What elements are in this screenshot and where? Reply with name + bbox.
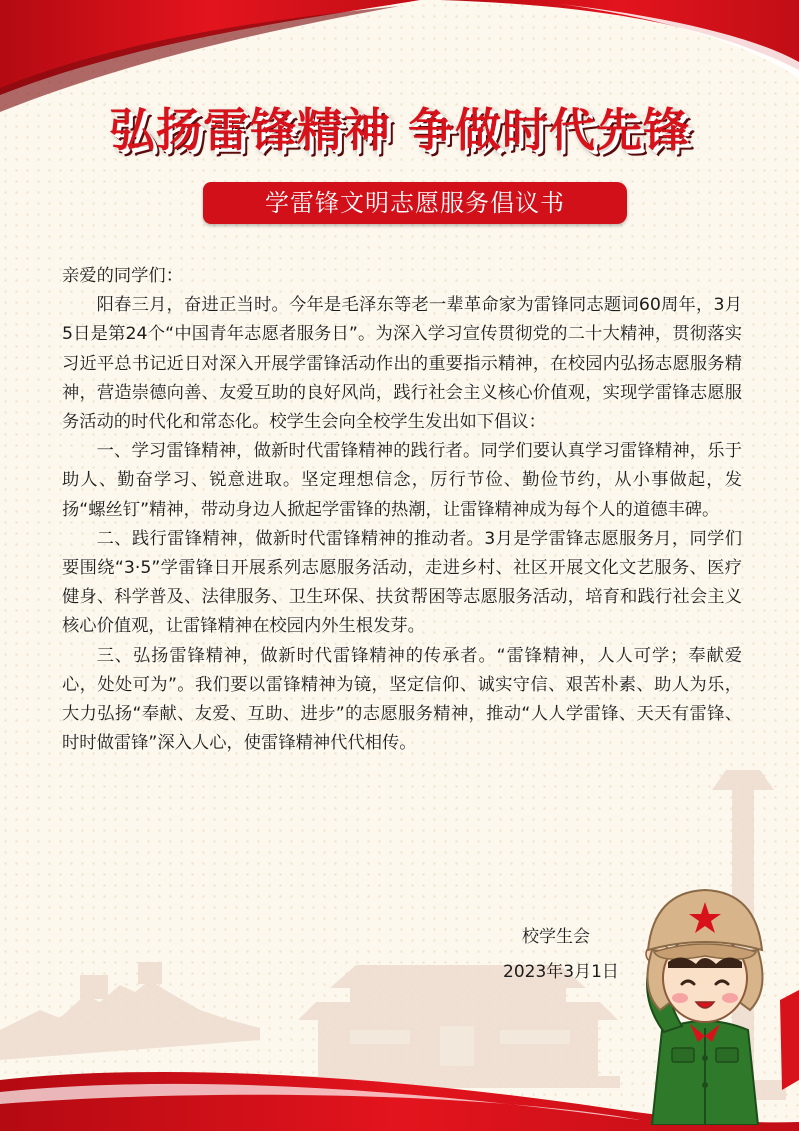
letter-body	[62, 262, 742, 758]
letter-paragraph: 二、践行雷锋精神，做新时代雷锋精神的推动者。3月是学雷锋志愿服务月，同学们要围绕“3·5”学雷锋日开展系列志愿服务活动，走进乡村、社区开展文化文艺服务、医疗健身、科学普及、法律服务、卫生环保、扶贫帮困等志愿服务活动，培育和践行社会主义核心价值观，让雷锋精神在校园内外生根发芽。	[62, 528, 742, 637]
letter-greeting: 亲爱的同学们：	[62, 266, 183, 286]
signature-date: 2023年3月1日	[503, 962, 619, 982]
letter-paragraph: 三、弘扬雷锋精神，做新时代雷锋精神的传承者。“雷锋精神，人人可学；奉献爱心，处处可为”。我们要以雷锋精神为镜，坚定信仰、诚实守信、艰苦朴素、助人为乐，大力弘扬“奉献、友爱、互助、进步”的志愿服务精神，推动“人人学雷锋、天天有雷锋、时时做雷锋”深入人心，使雷锋精神代代相传。	[62, 645, 742, 754]
signature-organization: 校学生会	[522, 927, 590, 947]
letter-paragraph: 阳春三月，奋进正当时。今年是毛泽东等老一辈革命家为雷锋同志题词60周年，3月5日是第24个“中国青年志愿者服务日”。为深入学习宣传贯彻党的二十大精神，贯彻落实习近平总书记近日对深入开展学雷锋活动作出的重要指示精神，在校园内弘扬志愿服务精神，营造崇德向善、友爱互助的良好风尚，践行社会主义核心价值观，实现学雷锋志愿服务活动的时代化和常态化。校学生会向全校学生发出如下倡议：	[62, 295, 742, 433]
soldier-mascot-icon	[620, 880, 790, 1125]
letter-paragraph: 一、学习雷锋精神，做新时代雷锋精神的践行者。同学们要认真学习雷锋精神，乐于助人、勤奋学习、锐意进取。坚定理想信念，厉行节俭、勤俭节约，从小事做起，发扬“螺丝钉”精神，带动身边人掀起学雷锋的热潮，让雷锋精神成为每个人的道德丰碑。	[62, 441, 742, 520]
poster-title: 弘扬雷锋精神 争做时代先锋	[108, 103, 690, 157]
poster-subtitle-banner: 学雷锋文明志愿服务倡议书	[203, 182, 627, 224]
